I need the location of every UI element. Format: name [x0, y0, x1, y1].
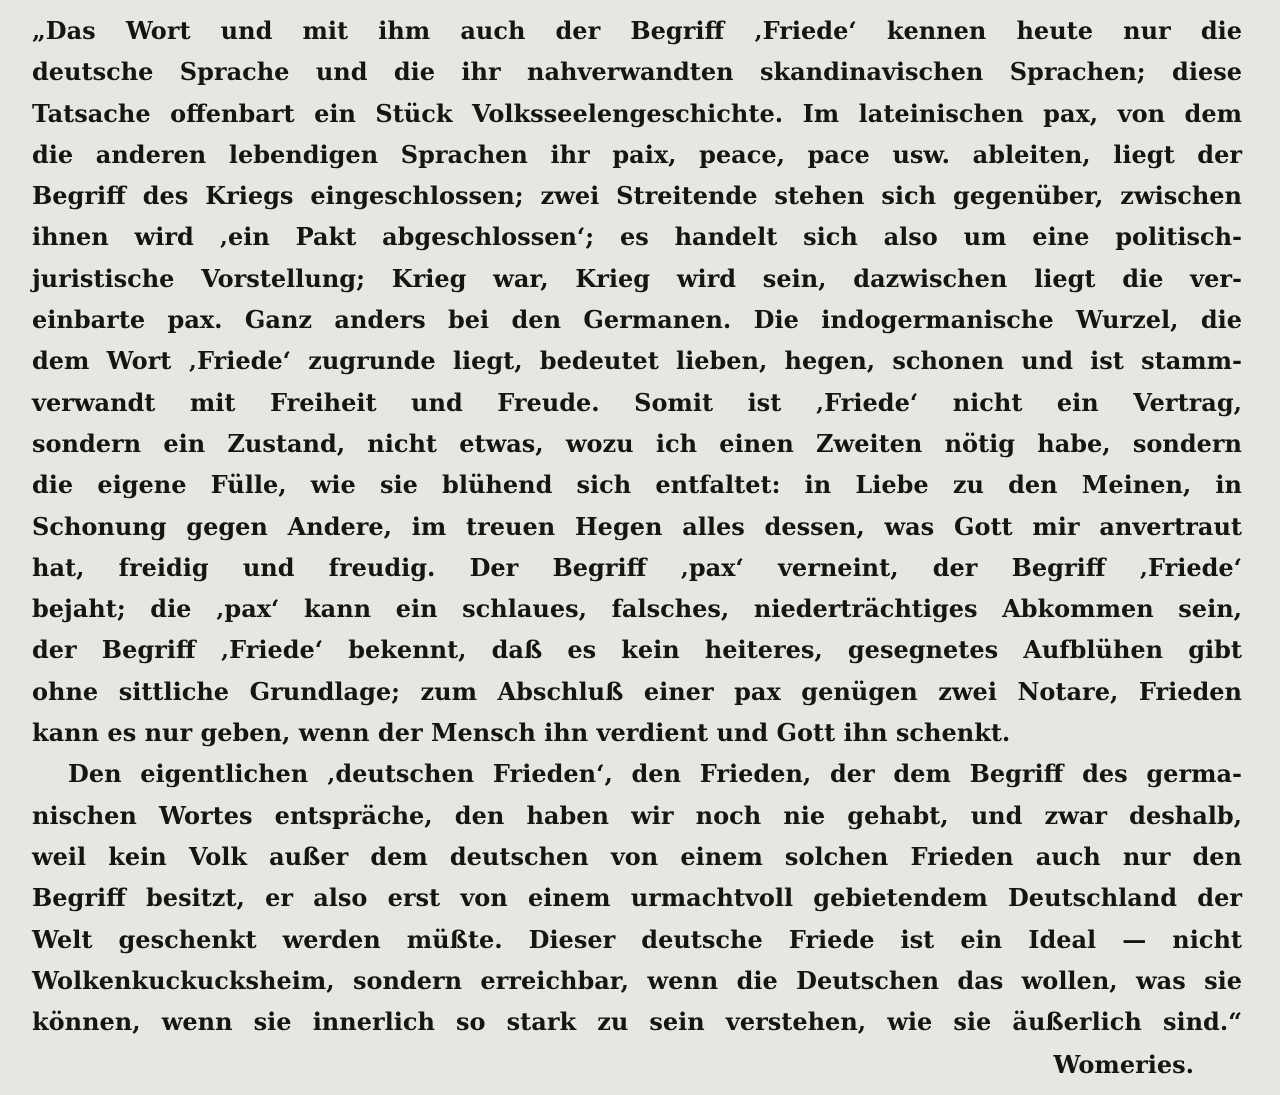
text-line: Welt geschenkt werden müßte. Dieser deutsche Friede ist ein Ideal — nicht [32, 924, 1242, 954]
quote-text [32, 10, 1242, 1042]
text-line: können, wenn sie innerlich so stark zu sein verstehen, wie sie äußerlich sind.“ [32, 1007, 1242, 1037]
text-line: sondern ein Zustand, nicht etwas, wozu ich einen Zweiten nötig habe, sondern [32, 428, 1242, 458]
text-line: kann es nur geben, wenn der Mensch ihn verdient und Gott ihn schenkt. [32, 718, 1011, 748]
text-line: dem Wort ‚Friede‘ zugrunde liegt, bedeutet lieben, hegen, schonen und ist stamm- [32, 346, 1242, 376]
text-line: Wolkenkuckucksheim, sondern erreichbar, wenn die Deutschen das wollen, was sie [32, 965, 1242, 995]
text-line: die eigene Fülle, wie sie blühend sich entfaltet: in Liebe zu den Meinen, in [32, 470, 1242, 500]
text-line: verwandt mit Freiheit und Freude. Somit ist ‚Friede‘ nicht ein Vertrag, [32, 387, 1242, 417]
text-line: die anderen lebendigen Sprachen ihr paix, peace, pace usw. ableiten, liegt der [32, 139, 1242, 169]
text-line: Begriff besitzt, er also erst von einem urmachtvoll gebietendem Deutschland der [32, 883, 1242, 913]
text-line: Schonung gegen Andere, im treuen Hegen alles dessen, was Gott mir anvertraut [32, 511, 1242, 541]
text-line: bejaht; die ‚pax‘ kann ein schlaues, falsches, niederträchtiges Abkommen sein, [32, 594, 1242, 624]
text-line: der Begriff ‚Friede‘ bekennt, daß es kein heiteres, gesegnetes Aufblühen gibt [32, 635, 1242, 665]
text-line: juristische Vorstellung; Krieg war, Krieg wird sein, dazwischen liegt die ver- [32, 263, 1242, 293]
text-line: ihnen wird ‚ein Pakt abgeschlossen‘; es handelt sich also um eine politisch- [32, 222, 1242, 252]
text-line: Begriff des Kriegs eingeschlossen; zwei Streitende stehen sich gegenüber, zwischen [32, 181, 1242, 211]
text-line: hat, freidig und freudig. Der Begriff ‚pax‘ verneint, der Begriff ‚Friede‘ [32, 552, 1242, 582]
author-signature: Womeries. [1053, 1050, 1194, 1079]
text-line: Den eigentlichen ‚deutschen Frieden‘, den Frieden, der dem Begriff des germa- [68, 759, 1242, 789]
text-line: ohne sittliche Grundlage; zum Abschluß einer pax genügen zwei Notare, Frieden [32, 676, 1242, 706]
text-line: weil kein Volk außer dem deutschen von einem solchen Frieden auch nur den [32, 841, 1242, 871]
text-line: einbarte pax. Ganz anders bei den Germanen. Die indogermanische Wurzel, die [32, 305, 1242, 335]
text-line: Tatsache offenbart ein Stück Volksseelengeschichte. Im lateinischen pax, von dem [32, 98, 1242, 128]
text-line: „Das Wort und mit ihm auch der Begriff ‚Friede‘ kennen heute nur die [32, 16, 1242, 45]
text-line: deutsche Sprache und die ihr nahverwandten skandinavischen Sprachen; diese [32, 57, 1242, 87]
text-line: nischen Wortes entspräche, den haben wir noch nie gehabt, und zwar deshalb, [32, 800, 1242, 830]
